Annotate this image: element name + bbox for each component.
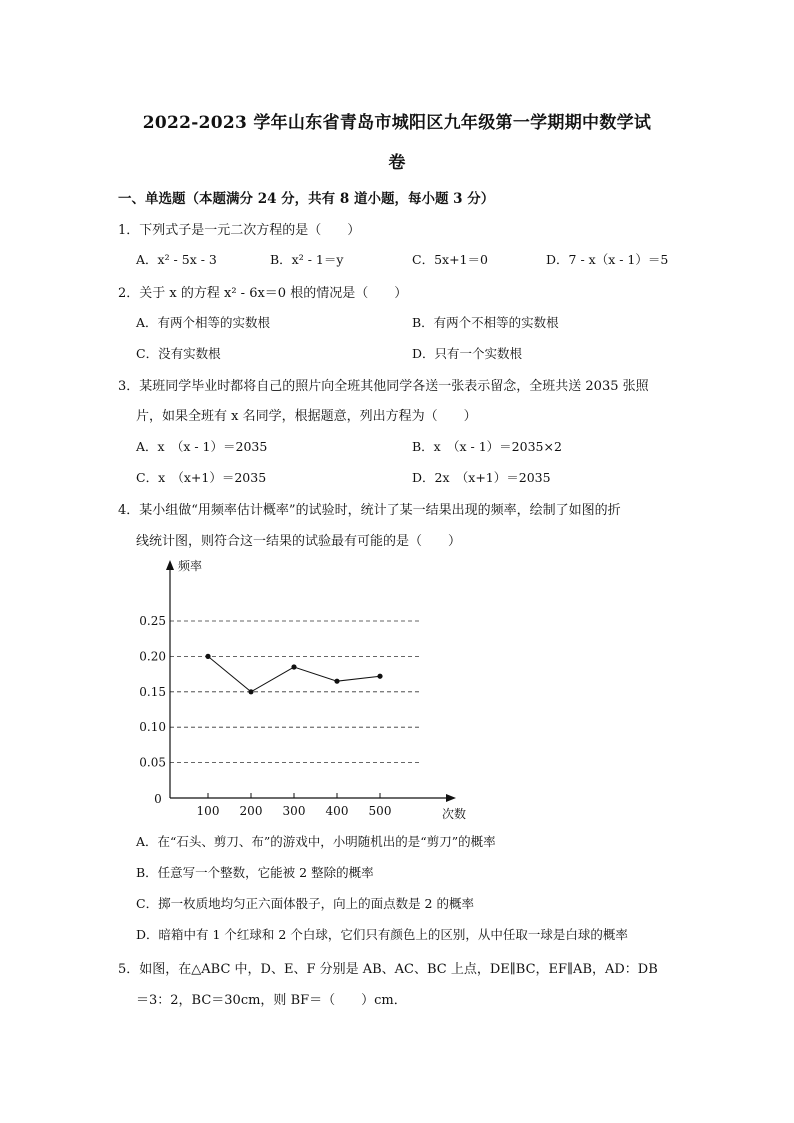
question-2-stem: 2．关于 x 的方程 x² - 6x＝0 根的情况是（ ）: [118, 286, 408, 301]
question-2-option-a: A．有两个相等的实数根: [136, 315, 271, 330]
data-point: [248, 689, 253, 694]
paper-title-line-1: 2022-2023 学年山东省青岛市城阳区九年级第一学期期中数学试: [142, 113, 652, 133]
question-1-option-a: A．x² - 5x - 3: [136, 252, 217, 267]
question-1-option-c: C．5x+1＝0: [412, 252, 488, 267]
x-tick-label: 400: [325, 804, 349, 818]
question-3-option-b: B．x （x - 1）＝2035×2: [412, 439, 562, 454]
x-tick-label: 100: [196, 804, 220, 818]
question-3-stem-line-2: 片，如果全班有 x 名同学，根据题意，列出方程为（ ）: [136, 409, 477, 424]
frequency-line-chart: [130, 556, 480, 826]
chart-grid: [170, 621, 420, 763]
data-point: [377, 674, 382, 679]
x-axis-arrow: [446, 794, 456, 802]
y-tick-label: 0.15: [139, 684, 166, 699]
series-line: [208, 656, 380, 691]
question-3-option-d: D．2x （x+1）＝2035: [412, 470, 551, 485]
question-1-option-d: D．7 - x（x - 1）＝5: [546, 252, 669, 267]
question-4-option-d: D．暗箱中有 1 个红球和 2 个白球，它们只有颜色上的区别，从中任取一球是白球的概率: [136, 927, 628, 942]
question-3-option-a: A．x （x - 1）＝2035: [136, 439, 268, 454]
question-2-option-d: D．只有一个实数根: [412, 346, 523, 361]
paper-title-line-2: 卷: [388, 153, 406, 173]
y-tick-label: 0.05: [139, 755, 166, 770]
question-4-option-a: A．在“石头、剪刀、布”的游戏中，小明随机出的是“剪刀”的概率: [136, 834, 496, 849]
question-2-option-b: B．有两个不相等的实数根: [412, 315, 559, 330]
chart-series: [205, 654, 382, 695]
y-tick-label: 0.20: [139, 649, 166, 664]
chart-labels: [139, 558, 466, 821]
question-1-option-b: B．x² - 1＝y: [270, 252, 344, 267]
question-4-stem-line-2: 线统计图，则符合这一结果的试验最有可能的是（ ）: [136, 534, 462, 549]
question-2-option-c: C．没有实数根: [136, 346, 221, 361]
question-4-stem-line-1: 4．某小组做“用频率估计概率”的试验时，统计了某一结果出现的频率，绘制了如图的折: [118, 503, 621, 518]
x-tick-label: 300: [282, 804, 306, 818]
question-5-stem-line-1: 5．如图，在△ABC 中，D、E、F 分别是 AB、AC、BC 上点，DE∥BC，EF∥AB，AD：DB: [118, 962, 658, 977]
question-5-stem-line-2: ＝3：2，BC＝30cm，则 BF＝（ ）cm．: [136, 993, 407, 1008]
y-tick-label: 0.25: [139, 614, 166, 628]
question-3-option-c: C．x （x+1）＝2035: [136, 470, 267, 485]
data-point: [334, 679, 339, 684]
y-tick-label: 0.10: [139, 720, 166, 735]
data-point: [205, 654, 210, 659]
x-axis-title: 次数: [442, 807, 467, 821]
question-3-stem-line-1: 3．某班同学毕业时都将自己的照片向全班其他同学各送一张表示留念，全班共送 2035 张照: [118, 379, 649, 394]
x-tick-label: 200: [239, 804, 263, 818]
data-point: [291, 664, 296, 669]
x-tick-label: 500: [368, 804, 392, 818]
y-axis-arrow: [166, 560, 174, 570]
question-4-option-b: B．任意写一个整数，它能被 2 整除的概率: [136, 865, 374, 880]
origin-label: 0: [154, 792, 162, 806]
question-1-stem: 1．下列式子是一元二次方程的是（ ）: [118, 223, 361, 238]
section-heading: 一、单选题（本题满分 24 分，共有 8 道小题，每小题 3 分）: [118, 191, 495, 207]
question-4-option-c: C．掷一枚质地均匀正六面体骰子，向上的面点数是 2 的概率: [136, 896, 474, 911]
y-axis-title: 频率: [178, 559, 203, 573]
chart-axes: [166, 560, 456, 802]
